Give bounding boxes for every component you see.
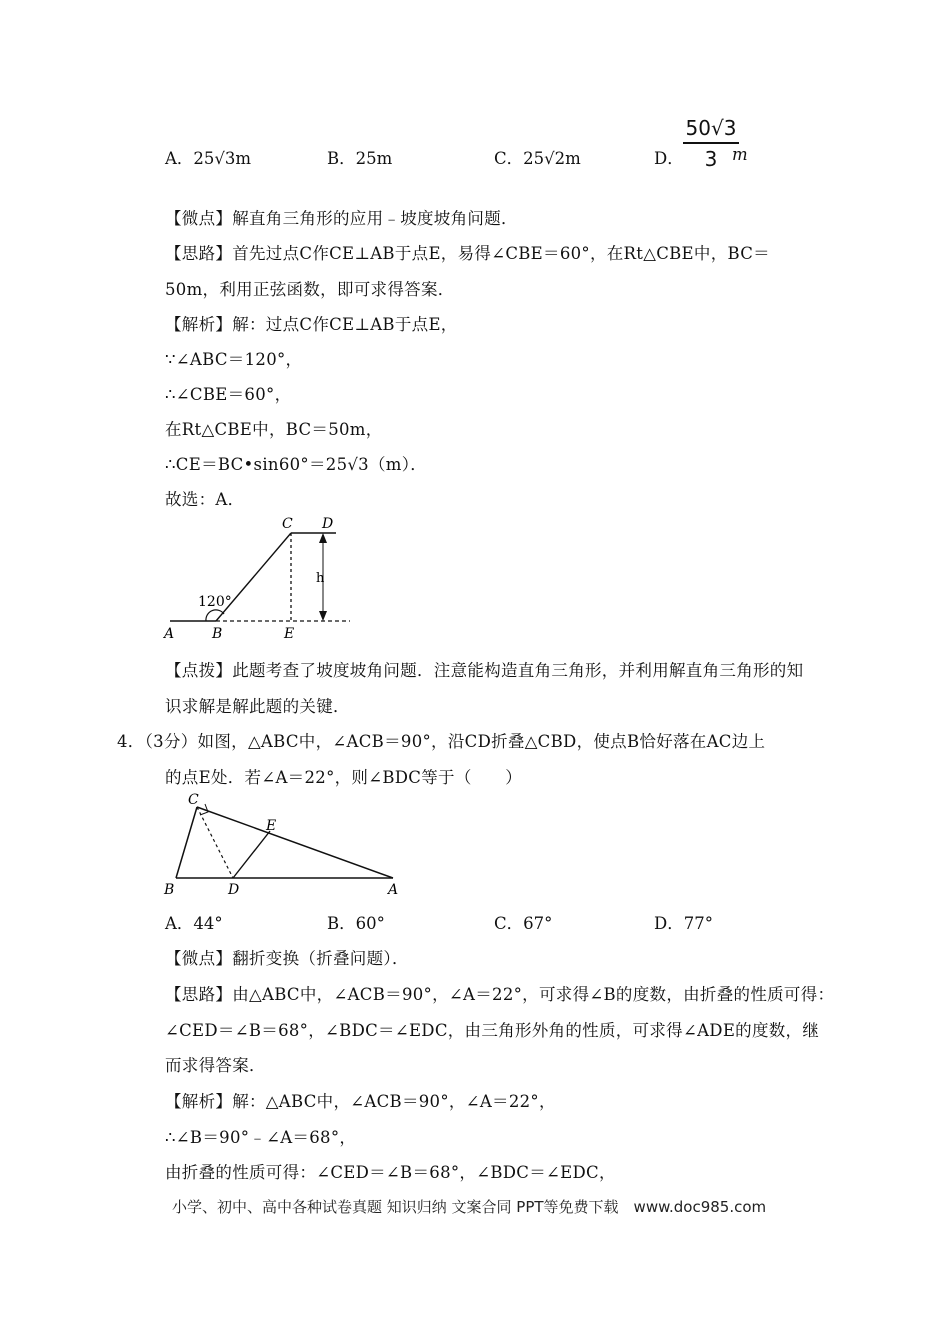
footer-ad: 小学、初中、高中各种试卷真题 知识归纳 文案合同 PPT等免费下载 www.doc985.com [172,1198,767,1216]
label-c: C [282,516,293,532]
q4-step-1: ∴∠B＝90°﹣∠A＝68°， [165,1128,357,1147]
option-d-unit: m [732,145,748,164]
option-d-label: D． [654,149,684,168]
option-d-fraction [683,116,739,171]
label-d: D [322,516,334,532]
q3-step-2: ∴∠CBE＝60°， [165,385,292,404]
q4-stem-line-1: 4．（3分）如图，△ABC中，∠ACB＝90°，沿CD折叠△CBD，使点B恰好落在AC边上 [117,732,766,751]
label-b: B [164,882,175,898]
label-c: C [188,792,199,808]
label-d: D [228,882,240,898]
label-e: E [266,818,277,834]
slope-figure [160,510,360,645]
q4-idea-line-3: 而求得答案． [165,1056,266,1075]
q3-comment-line-1: 【点拨】此题考查了坡度坡角问题．注意能构造直角三角形，并利用解直角三角形的知 [165,661,804,680]
option-b: B．25m [327,149,393,168]
fraction-denominator: 3 [704,146,718,171]
q3-idea-line-1: 【思路】首先过点C作CE⊥AB于点E，易得∠CBE＝60°，在Rt△CBE中，BC＝ [165,244,770,263]
q3-point: 【微点】解直角三角形的应用﹣坡度坡角问题． [165,209,518,228]
label-e: E [284,626,295,642]
q3-answer: 故选：A． [165,490,245,509]
q3-idea-line-2: 50m，利用正弦函数，即可求得答案． [165,280,455,299]
fraction-bar [683,142,739,144]
q4-step-2: 由折叠的性质可得：∠CED＝∠B＝68°，∠BDC＝∠EDC， [165,1163,616,1182]
angle-label: 120° [198,594,232,610]
fold-figure [160,790,410,900]
q3-step-4: ∴CE＝BC•sin60°＝25√3（m）． [165,455,428,474]
option-c: C．25√2m [494,149,581,168]
height-label: h [316,571,325,586]
q3-analysis: 【解析】解：过点C作CE⊥AB于点E， [165,315,458,334]
q4-analysis: 【解析】解：△ABC中，∠ACB＝90°，∠A＝22°， [165,1092,556,1111]
q3-comment-line-2: 识求解是解此题的关键． [165,697,350,716]
q4-option-c: C．67° [494,914,553,933]
q4-idea-line-2: ∠CED＝∠B＝68°，∠BDC＝∠EDC，由三角形外角的性质，可求得∠ADE的度数，继 [165,1021,820,1040]
label-a: A [164,626,175,642]
fraction-numerator: 50√3 [685,116,737,140]
label-a: A [388,882,399,898]
label-b: B [212,626,223,642]
q4-stem-line-2: 的点E处．若∠A＝22°，则∠BDC等于（ ） [165,768,523,787]
q4-idea-line-1: 【思路】由△ABC中，∠ACB＝90°，∠A＝22°，可求得∠B的度数，由折叠的性质可得： [165,985,835,1004]
option-a: A．25√3m [165,149,252,168]
q4-option-d: D．77° [654,914,713,933]
q4-option-b: B．60° [327,914,385,933]
q3-step-1: ∵∠ABC＝120°， [165,350,303,369]
q4-option-a: A．44° [165,914,223,933]
q4-point: 【微点】翻折变换（折叠问题）． [165,949,409,968]
q3-step-3: 在Rt△CBE中，BC＝50m， [165,420,383,439]
